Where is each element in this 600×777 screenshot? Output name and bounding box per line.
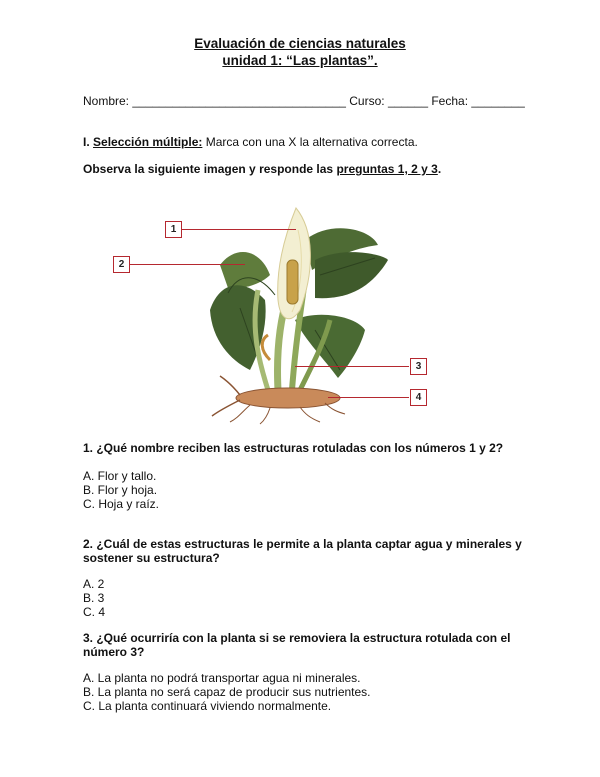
page-subtitle: unidad 1: “Las plantas”. — [222, 53, 378, 68]
section-instruction: Marca con una X la alternativa correcta. — [205, 135, 418, 149]
observe-suffix: . — [437, 162, 442, 176]
figure-label-2: 2 — [113, 256, 130, 273]
question-2-option-a[interactable]: A. 2 — [83, 577, 105, 591]
section-heading — [83, 135, 418, 149]
page-title: Evaluación de ciencias naturales — [194, 36, 406, 51]
label-4-leader — [328, 397, 409, 398]
plant-illustration — [100, 200, 440, 425]
date-field[interactable]: ________ — [471, 94, 525, 108]
course-field[interactable]: ______ — [387, 94, 428, 108]
name-field[interactable]: ________________________________ — [132, 94, 346, 108]
label-1-leader — [181, 229, 296, 230]
question-2-option-b[interactable]: B. 3 — [83, 591, 105, 605]
student-info-line — [83, 94, 525, 108]
question-2-option-c[interactable]: C. 4 — [83, 605, 106, 619]
question-1-option-b[interactable]: B. Flor y hoja. — [83, 483, 158, 497]
question-3-option-a[interactable]: A. La planta no podrá transportar agua ni minerales. — [83, 671, 361, 685]
question-2: 2. ¿Cuál de estas estructuras le permite a la planta captar agua y minerales y sostener su estructura? — [83, 537, 522, 565]
course-label: Curso: — [349, 94, 385, 108]
figure-label-3: 3 — [410, 358, 427, 375]
label-2-leader — [130, 264, 245, 265]
plant-figure — [100, 200, 440, 425]
question-3: 3. ¿Qué ocurriría con la planta si se removiera la estructura rotulada con el número 3? — [83, 631, 511, 659]
name-label: Nombre: — [83, 94, 130, 108]
question-3-option-c[interactable]: C. La planta continuará viviendo normalmente. — [83, 699, 332, 713]
observe-questions-ref: preguntas 1, 2 y 3 — [336, 162, 438, 176]
section-title: Selección múltiple: — [93, 135, 203, 149]
observe-prefix: Observa la siguiente imagen y responde las — [83, 162, 334, 176]
label-3-leader — [295, 366, 409, 367]
figure-label-1: 1 — [165, 221, 182, 238]
figure-label-4: 4 — [410, 389, 427, 406]
question-3-option-b[interactable]: B. La planta no será capaz de producir sus nutrientes. — [83, 685, 371, 699]
observe-instruction — [83, 162, 441, 176]
section-number: I. — [83, 135, 90, 149]
date-label: Fecha: — [431, 94, 469, 108]
question-1-option-c[interactable]: C. Hoja y raíz. — [83, 497, 160, 511]
question-1: 1. ¿Qué nombre reciben las estructuras rotuladas con los números 1 y 2? — [83, 441, 504, 455]
question-1-option-a[interactable]: A. Flor y tallo. — [83, 469, 157, 483]
